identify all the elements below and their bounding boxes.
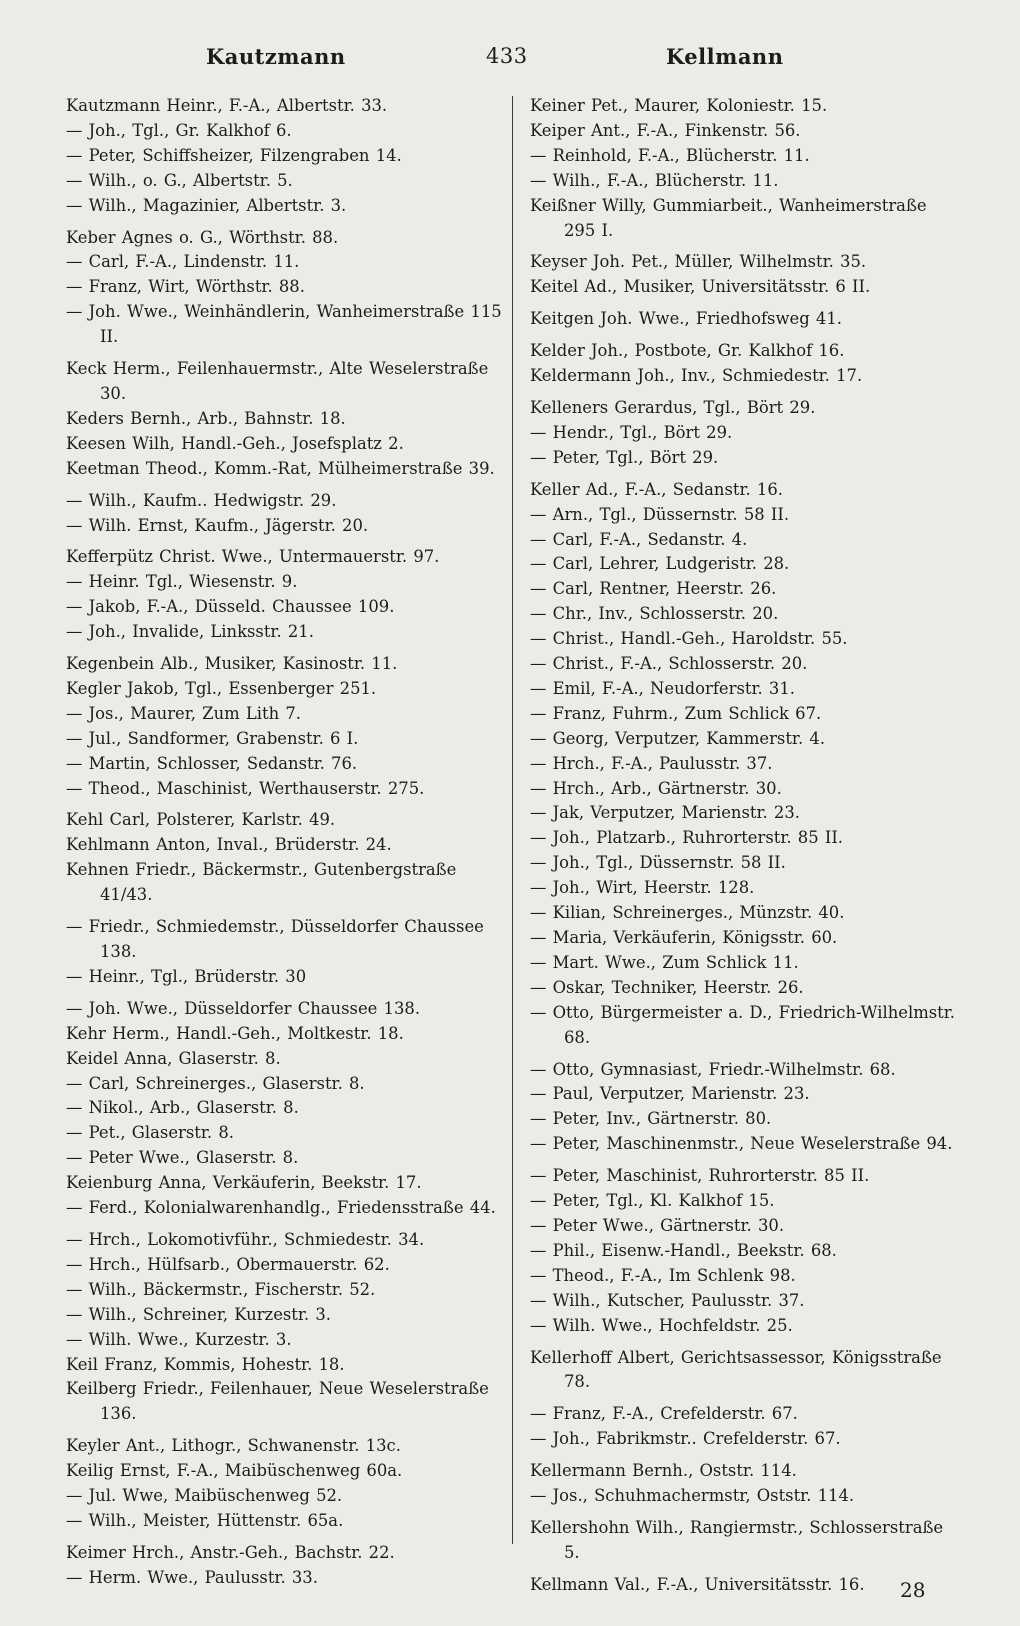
directory-entry: — Carl, F.-A., Sedanstr. 4. bbox=[530, 529, 748, 549]
directory-entry: Keidel Anna, Glaserstr. 8. bbox=[66, 1048, 281, 1068]
directory-entry: — Phil., Eisenw.-Handl., Beekstr. 68. bbox=[530, 1240, 837, 1260]
directory-entry: — Carl, Schreinerges., Glaserstr. 8. bbox=[66, 1073, 365, 1093]
page-number: 433 bbox=[486, 44, 528, 68]
directory-entry: — Carl, Rentner, Heerstr. 26. bbox=[530, 579, 777, 599]
directory-entry: — Arn., Tgl., Düssernstr. 58 II. bbox=[530, 504, 790, 524]
page-header bbox=[66, 44, 956, 78]
directory-entry: — Wilh., Magazinier, Albertstr. 3. bbox=[66, 195, 347, 215]
directory-entry: Keienburg Anna, Verkäuferin, Beekstr. 17. bbox=[66, 1173, 422, 1193]
directory-entry: — Kilian, Schreinerges., Münzstr. 40. bbox=[530, 903, 845, 923]
directory-entry: Keißner Willy, Gummiarbeit., Wanheimerstraße 295 I. bbox=[530, 195, 927, 240]
directory-entry: Keilig Ernst, F.-A., Maibüschenweg 60a. bbox=[66, 1461, 403, 1481]
directory-entry: Kegenbein Alb., Musiker, Kasinostr. 11. bbox=[66, 654, 398, 674]
directory-entry: — Maria, Verkäuferin, Königsstr. 60. bbox=[530, 928, 838, 947]
directory-entry: Keesen Wilh, Handl.-Geh., Josefsplatz 2. bbox=[66, 433, 404, 453]
directory-entry: — Jul., Sandformer, Grabenstr. 6 I. bbox=[66, 728, 359, 748]
header-last-name: Kellmann bbox=[666, 44, 784, 69]
directory-entry: — Peter, Tgl., Bört 29. bbox=[530, 447, 719, 467]
directory-entry: — Hrch., Arb., Gärtnerstr. 30. bbox=[530, 778, 782, 798]
directory-entry: — Jakob, F.-A., Düsseld. Chaussee 109. bbox=[66, 597, 395, 617]
directory-entry: Keitgen Joh. Wwe., Friedhofsweg 41. bbox=[530, 309, 842, 329]
directory-entry: — Hendr., Tgl., Bört 29. bbox=[530, 422, 733, 442]
directory-entry: Keiner Pet., Maurer, Koloniestr. 15. bbox=[530, 96, 828, 115]
directory-entry: — Peter, Maschinist, Ruhrorterstr. 85 II. bbox=[530, 1166, 870, 1186]
directory-entry: Keck Herm., Feilenhauermstr., Alte Weselerstraße 30. bbox=[66, 359, 489, 403]
directory-entry: — Jos., Maurer, Zum Lith 7. bbox=[66, 703, 301, 723]
directory-entry: Kautzmann Heinr., F.-A., Albertstr. 33. bbox=[66, 96, 388, 115]
right-column bbox=[530, 94, 960, 1598]
directory-entry: — Joh. Wwe., Weinhändlerin, Wanheimerstraße 115 II. bbox=[66, 302, 502, 347]
directory-entry: — Wilh. Wwe., Kurzestr. 3. bbox=[66, 1329, 292, 1349]
directory-entry: — Wilh. Ernst, Kaufm., Jägerstr. 20. bbox=[66, 515, 369, 535]
directory-entry: Keitel Ad., Musiker, Universitätsstr. 6 II. bbox=[530, 277, 871, 297]
directory-entry: — Joh., Wirt, Heerstr. 128. bbox=[530, 878, 755, 898]
directory-entry: — Franz, F.-A., Crefelderstr. 67. bbox=[530, 1404, 798, 1424]
directory-entry: — Hrch., Hülfsarb., Obermauerstr. 62. bbox=[66, 1254, 390, 1274]
directory-entry: — Jul. Wwe, Maibüschenweg 52. bbox=[66, 1486, 343, 1506]
directory-entry: Keyler Ant., Lithogr., Schwanenstr. 13c. bbox=[66, 1436, 401, 1456]
directory-entry: — Wilh. Wwe., Hochfeldstr. 25. bbox=[530, 1315, 793, 1335]
directory-entry: Keders Bernh., Arb., Bahnstr. 18. bbox=[66, 408, 346, 428]
left-column bbox=[66, 94, 502, 1591]
directory-entry: — Theod., F.-A., Im Schlenk 98. bbox=[530, 1265, 796, 1285]
directory-entry: — Otto, Gymnasiast, Friedr.-Wilhelmstr. 68. bbox=[530, 1059, 896, 1079]
directory-entry: — Peter Wwe., Gärtnerstr. 30. bbox=[530, 1215, 785, 1235]
directory-entry: — Peter, Inv., Gärtnerstr. 80. bbox=[530, 1109, 772, 1129]
directory-entry: Kehnen Friedr., Bäckermstr., Gutenbergstraße 41/43. bbox=[66, 860, 457, 905]
directory-entry: Kelleners Gerardus, Tgl., Bört 29. bbox=[530, 397, 816, 417]
directory-entry: Keimer Hrch., Anstr.-Geh., Bachstr. 22. bbox=[66, 1542, 395, 1562]
directory-entry: — Franz, Fuhrm., Zum Schlick 67. bbox=[530, 703, 822, 723]
directory-entry: — Jak, Verputzer, Marienstr. 23. bbox=[530, 803, 800, 823]
directory-entry: — Paul, Verputzer, Marienstr. 23. bbox=[530, 1084, 810, 1104]
directory-entry: — Hrch., Lokomotivführ., Schmiedestr. 34. bbox=[66, 1229, 425, 1249]
directory-entry: Keber Agnes o. G., Wörthstr. 88. bbox=[66, 227, 339, 247]
directory-entry: — Georg, Verputzer, Kammerstr. 4. bbox=[530, 728, 826, 748]
directory-entry: — Joh., Fabrikmstr.. Crefelderstr. 67. bbox=[530, 1429, 841, 1449]
directory-entry: — Nikol., Arb., Glaserstr. 8. bbox=[66, 1098, 299, 1118]
directory-entry: Kellmann Val., F.-A., Universitätsstr. 16. bbox=[530, 1574, 865, 1594]
directory-entry: — Carl, Lehrer, Ludgeristr. 28. bbox=[530, 554, 790, 574]
directory-entry: — Heinr., Tgl., Brüderstr. 30 bbox=[66, 966, 307, 986]
directory-entry: — Peter, Schiffsheizer, Filzengraben 14. bbox=[66, 145, 402, 165]
directory-entry: — Otto, Bürgermeister a. D., Friedrich-Wilhelmstr. 68. bbox=[530, 1002, 955, 1047]
directory-entry: Kegler Jakob, Tgl., Essenberger 251. bbox=[66, 678, 377, 698]
directory-entry: Keil Franz, Kommis, Hohestr. 18. bbox=[66, 1354, 345, 1374]
directory-entry: — Chr., Inv., Schlosserstr. 20. bbox=[530, 604, 779, 624]
directory-entry: Kelder Joh., Postbote, Gr. Kalkhof 16. bbox=[530, 341, 845, 361]
directory-entry: — Wilh., Kaufm.. Hedwigstr. 29. bbox=[66, 490, 337, 510]
directory-entry: — Wilh., F.-A., Blücherstr. 11. bbox=[530, 170, 779, 190]
sheet-signature: 28 bbox=[900, 1578, 926, 1602]
directory-entry: — Joh., Tgl., Düssernstr. 58 II. bbox=[530, 853, 786, 873]
directory-entry: Kellerhoff Albert, Gerichtsassessor, Königsstraße 78. bbox=[530, 1347, 942, 1392]
directory-entry: Kellershohn Wilh., Rangiermstr., Schlosserstraße 5. bbox=[530, 1517, 944, 1562]
directory-entry: — Peter Wwe., Glaserstr. 8. bbox=[66, 1148, 299, 1168]
directory-entry: — Friedr., Schmiedemstr., Düsseldorfer Chaussee 138. bbox=[66, 917, 484, 961]
directory-entry: — Heinr. Tgl., Wiesenstr. 9. bbox=[66, 572, 298, 592]
directory-entry: — Peter, Tgl., Kl. Kalkhof 15. bbox=[530, 1191, 775, 1211]
directory-entry: — Christ., F.-A., Schlosserstr. 20. bbox=[530, 654, 808, 674]
directory-entry: — Hrch., F.-A., Paulusstr. 37. bbox=[530, 753, 773, 773]
directory-entry: — Oskar, Techniker, Heerstr. 26. bbox=[530, 977, 804, 997]
directory-entry: Kehr Herm., Handl.-Geh., Moltkestr. 18. bbox=[66, 1023, 404, 1043]
directory-entry: Keilberg Friedr., Feilenhauer, Neue Weselerstraße 136. bbox=[66, 1379, 489, 1424]
directory-entry: — Franz, Wirt, Wörthstr. 88. bbox=[66, 277, 305, 297]
directory-entry: — Wilh., Bäckermstr., Fischerstr. 52. bbox=[66, 1279, 376, 1299]
directory-entry: — Joh., Invalide, Linksstr. 21. bbox=[66, 622, 314, 642]
directory-entry: Kellermann Bernh., Oststr. 114. bbox=[530, 1461, 797, 1481]
directory-entry: — Joh., Platzarb., Ruhrorterstr. 85 II. bbox=[530, 828, 844, 848]
header-first-name: Kautzmann bbox=[206, 44, 346, 69]
directory-entry: — Carl, F.-A., Lindenstr. 11. bbox=[66, 252, 300, 272]
directory-entry: — Christ., Handl.-Geh., Haroldstr. 55. bbox=[530, 629, 848, 649]
directory-entry: Keyser Joh. Pet., Müller, Wilhelmstr. 35. bbox=[530, 252, 867, 272]
directory-entry: — Pet., Glaserstr. 8. bbox=[66, 1123, 234, 1143]
directory-entry: — Martin, Schlosser, Sedanstr. 76. bbox=[66, 753, 358, 773]
directory-entry: Keller Ad., F.-A., Sedanstr. 16. bbox=[530, 479, 783, 499]
directory-entry: Keldermann Joh., Inv., Schmiedestr. 17. bbox=[530, 366, 863, 386]
directory-entry: — Joh., Tgl., Gr. Kalkhof 6. bbox=[66, 120, 292, 140]
directory-entry: — Mart. Wwe., Zum Schlick 11. bbox=[530, 952, 799, 972]
directory-entry: — Wilh., Kutscher, Paulusstr. 37. bbox=[530, 1290, 805, 1310]
directory-entry: Keetman Theod., Komm.-Rat, Mülheimerstraße 39. bbox=[66, 458, 495, 478]
directory-entry: — Joh. Wwe., Düsseldorfer Chaussee 138. bbox=[66, 998, 421, 1018]
directory-entry: — Wilh., o. G., Albertstr. 5. bbox=[66, 170, 293, 190]
directory-entry: — Emil, F.-A., Neudorferstr. 31. bbox=[530, 678, 795, 698]
directory-entry: — Wilh., Schreiner, Kurzestr. 3. bbox=[66, 1304, 331, 1324]
directory-entry: Kehl Carl, Polsterer, Karlstr. 49. bbox=[66, 810, 336, 830]
column-divider bbox=[512, 96, 513, 1544]
directory-entry: Kefferpütz Christ. Wwe., Untermauerstr. 97. bbox=[66, 547, 440, 567]
directory-entry: — Wilh., Meister, Hüttenstr. 65a. bbox=[66, 1510, 344, 1530]
directory-entry: — Herm. Wwe., Paulusstr. 33. bbox=[66, 1567, 318, 1587]
directory-entry: Kehlmann Anton, Inval., Brüderstr. 24. bbox=[66, 835, 392, 855]
directory-entry: — Theod., Maschinist, Werthauserstr. 275. bbox=[66, 778, 425, 798]
directory-entry: Keiper Ant., F.-A., Finkenstr. 56. bbox=[530, 120, 801, 140]
directory-entry: — Ferd., Kolonialwarenhandlg., Friedensstraße 44. bbox=[66, 1198, 496, 1218]
directory-entry: — Peter, Maschinenmstr., Neue Weselerstraße 94. bbox=[530, 1134, 953, 1154]
directory-entry: — Reinhold, F.-A., Blücherstr. 11. bbox=[530, 145, 810, 165]
directory-entry: — Jos., Schuhmachermstr, Oststr. 114. bbox=[530, 1486, 855, 1506]
